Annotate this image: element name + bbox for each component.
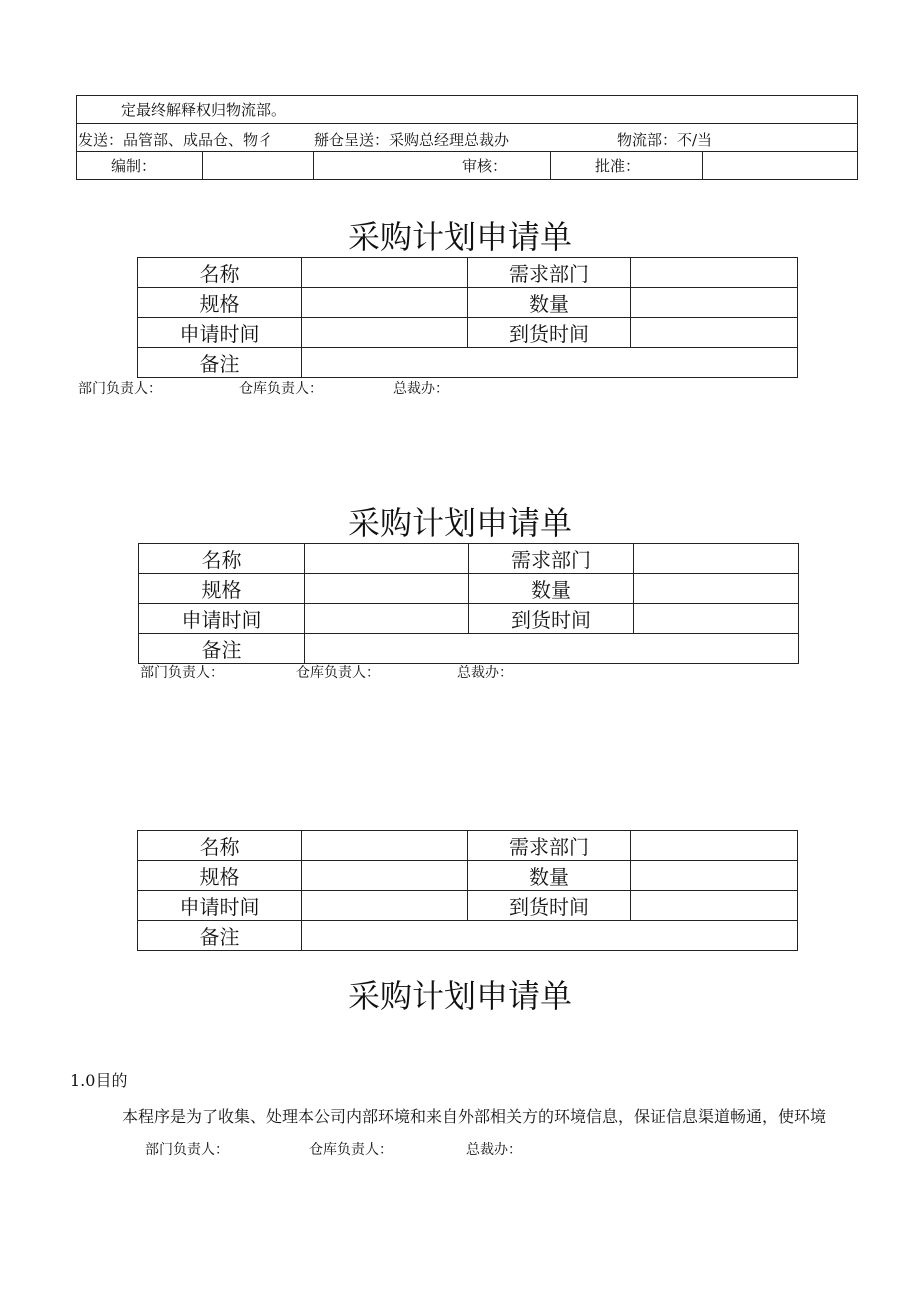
- dept-head-label: 部门负责人：: [78, 381, 162, 397]
- approve-label: 批准：: [551, 152, 703, 180]
- signature-line: [140, 662, 640, 682]
- remark-label: 备注: [138, 348, 302, 378]
- review-label: 审核：: [314, 152, 551, 180]
- spec-field[interactable]: [305, 574, 469, 604]
- arrival-time-label: 到货时间: [468, 318, 631, 348]
- arrival-time-label: 到货时间: [468, 891, 631, 921]
- department-label: 需求部门: [468, 831, 631, 861]
- spec-label: 规格: [139, 574, 305, 604]
- purchase-form-table: [137, 830, 798, 951]
- name-label: 名称: [138, 831, 302, 861]
- distribution-table: [76, 95, 858, 180]
- remark-label: 备注: [139, 634, 305, 664]
- dept-head-label: 部门负责人：: [140, 665, 224, 681]
- dept-head-label: 部门负责人：: [145, 1142, 229, 1158]
- remark-field[interactable]: [302, 348, 798, 378]
- remark-field[interactable]: [305, 634, 799, 664]
- department-label: 需求部门: [469, 544, 634, 574]
- apply-time-label: 申请时间: [138, 318, 302, 348]
- name-field[interactable]: [302, 258, 468, 288]
- send-to-row: [77, 124, 858, 152]
- name-label: 名称: [138, 258, 302, 288]
- authority-note: 定最终解释权归物流部。: [77, 96, 858, 124]
- spec-field[interactable]: [302, 288, 468, 318]
- ceo-office-label: 总裁办：: [457, 665, 513, 681]
- quantity-field[interactable]: [631, 288, 798, 318]
- department-field[interactable]: [631, 831, 798, 861]
- warehouse-head-label: 仓库负责人：: [296, 665, 380, 681]
- purchase-form-table: [137, 257, 798, 378]
- quantity-field[interactable]: [631, 861, 798, 891]
- section-heading: 1.0目的: [70, 1071, 128, 1090]
- name-label: 名称: [139, 544, 305, 574]
- apply-time-label: 申请时间: [138, 891, 302, 921]
- remark-field[interactable]: [302, 921, 798, 951]
- department-field[interactable]: [634, 544, 799, 574]
- spec-field[interactable]: [302, 861, 468, 891]
- ceo-office-label: 总裁办：: [466, 1142, 522, 1158]
- compile-value[interactable]: [203, 152, 314, 180]
- apply-time-field[interactable]: [302, 318, 468, 348]
- ceo-office-label: 总裁办：: [393, 381, 449, 397]
- signature-line: [78, 378, 578, 398]
- form-title: 采购计划申请单: [347, 977, 572, 1015]
- department-field[interactable]: [631, 258, 798, 288]
- arrival-time-field[interactable]: [631, 318, 798, 348]
- department-label: 需求部门: [468, 258, 631, 288]
- quantity-label: 数量: [468, 861, 631, 891]
- form-title: 采购计划申请单: [347, 218, 572, 256]
- approve-value[interactable]: [703, 152, 858, 180]
- arrival-time-label: 到货时间: [469, 604, 634, 634]
- remark-label: 备注: [138, 921, 302, 951]
- logistics-text: 物流部：不/当: [617, 131, 713, 149]
- send-to-text: 发送：品管部、成品仓、物彳: [78, 131, 274, 149]
- spec-label: 规格: [138, 288, 302, 318]
- warehouse-head-label: 仓库负责人：: [309, 1142, 393, 1158]
- quantity-label: 数量: [469, 574, 634, 604]
- arrival-time-field[interactable]: [631, 891, 798, 921]
- apply-time-label: 申请时间: [139, 604, 305, 634]
- warehouse-head-label: 仓库负责人：: [239, 381, 323, 397]
- purchase-form-table: [138, 543, 799, 664]
- apply-time-field[interactable]: [302, 891, 468, 921]
- name-field[interactable]: [302, 831, 468, 861]
- arrival-time-field[interactable]: [634, 604, 799, 634]
- submit-to-text: 掰仓呈送：采购总经理总裁办: [314, 131, 510, 149]
- signature-line: [145, 1139, 645, 1159]
- section-body: 本程序是为了收集、处理本公司内部环境和来自外部相关方的环境信息，保证信息渠道畅通，使环境: [122, 1107, 827, 1126]
- apply-time-field[interactable]: [305, 604, 469, 634]
- spec-label: 规格: [138, 861, 302, 891]
- compile-label: 编制：: [77, 152, 203, 180]
- form-title: 采购计划申请单: [347, 504, 572, 542]
- quantity-label: 数量: [468, 288, 631, 318]
- name-field[interactable]: [305, 544, 469, 574]
- quantity-field[interactable]: [634, 574, 799, 604]
